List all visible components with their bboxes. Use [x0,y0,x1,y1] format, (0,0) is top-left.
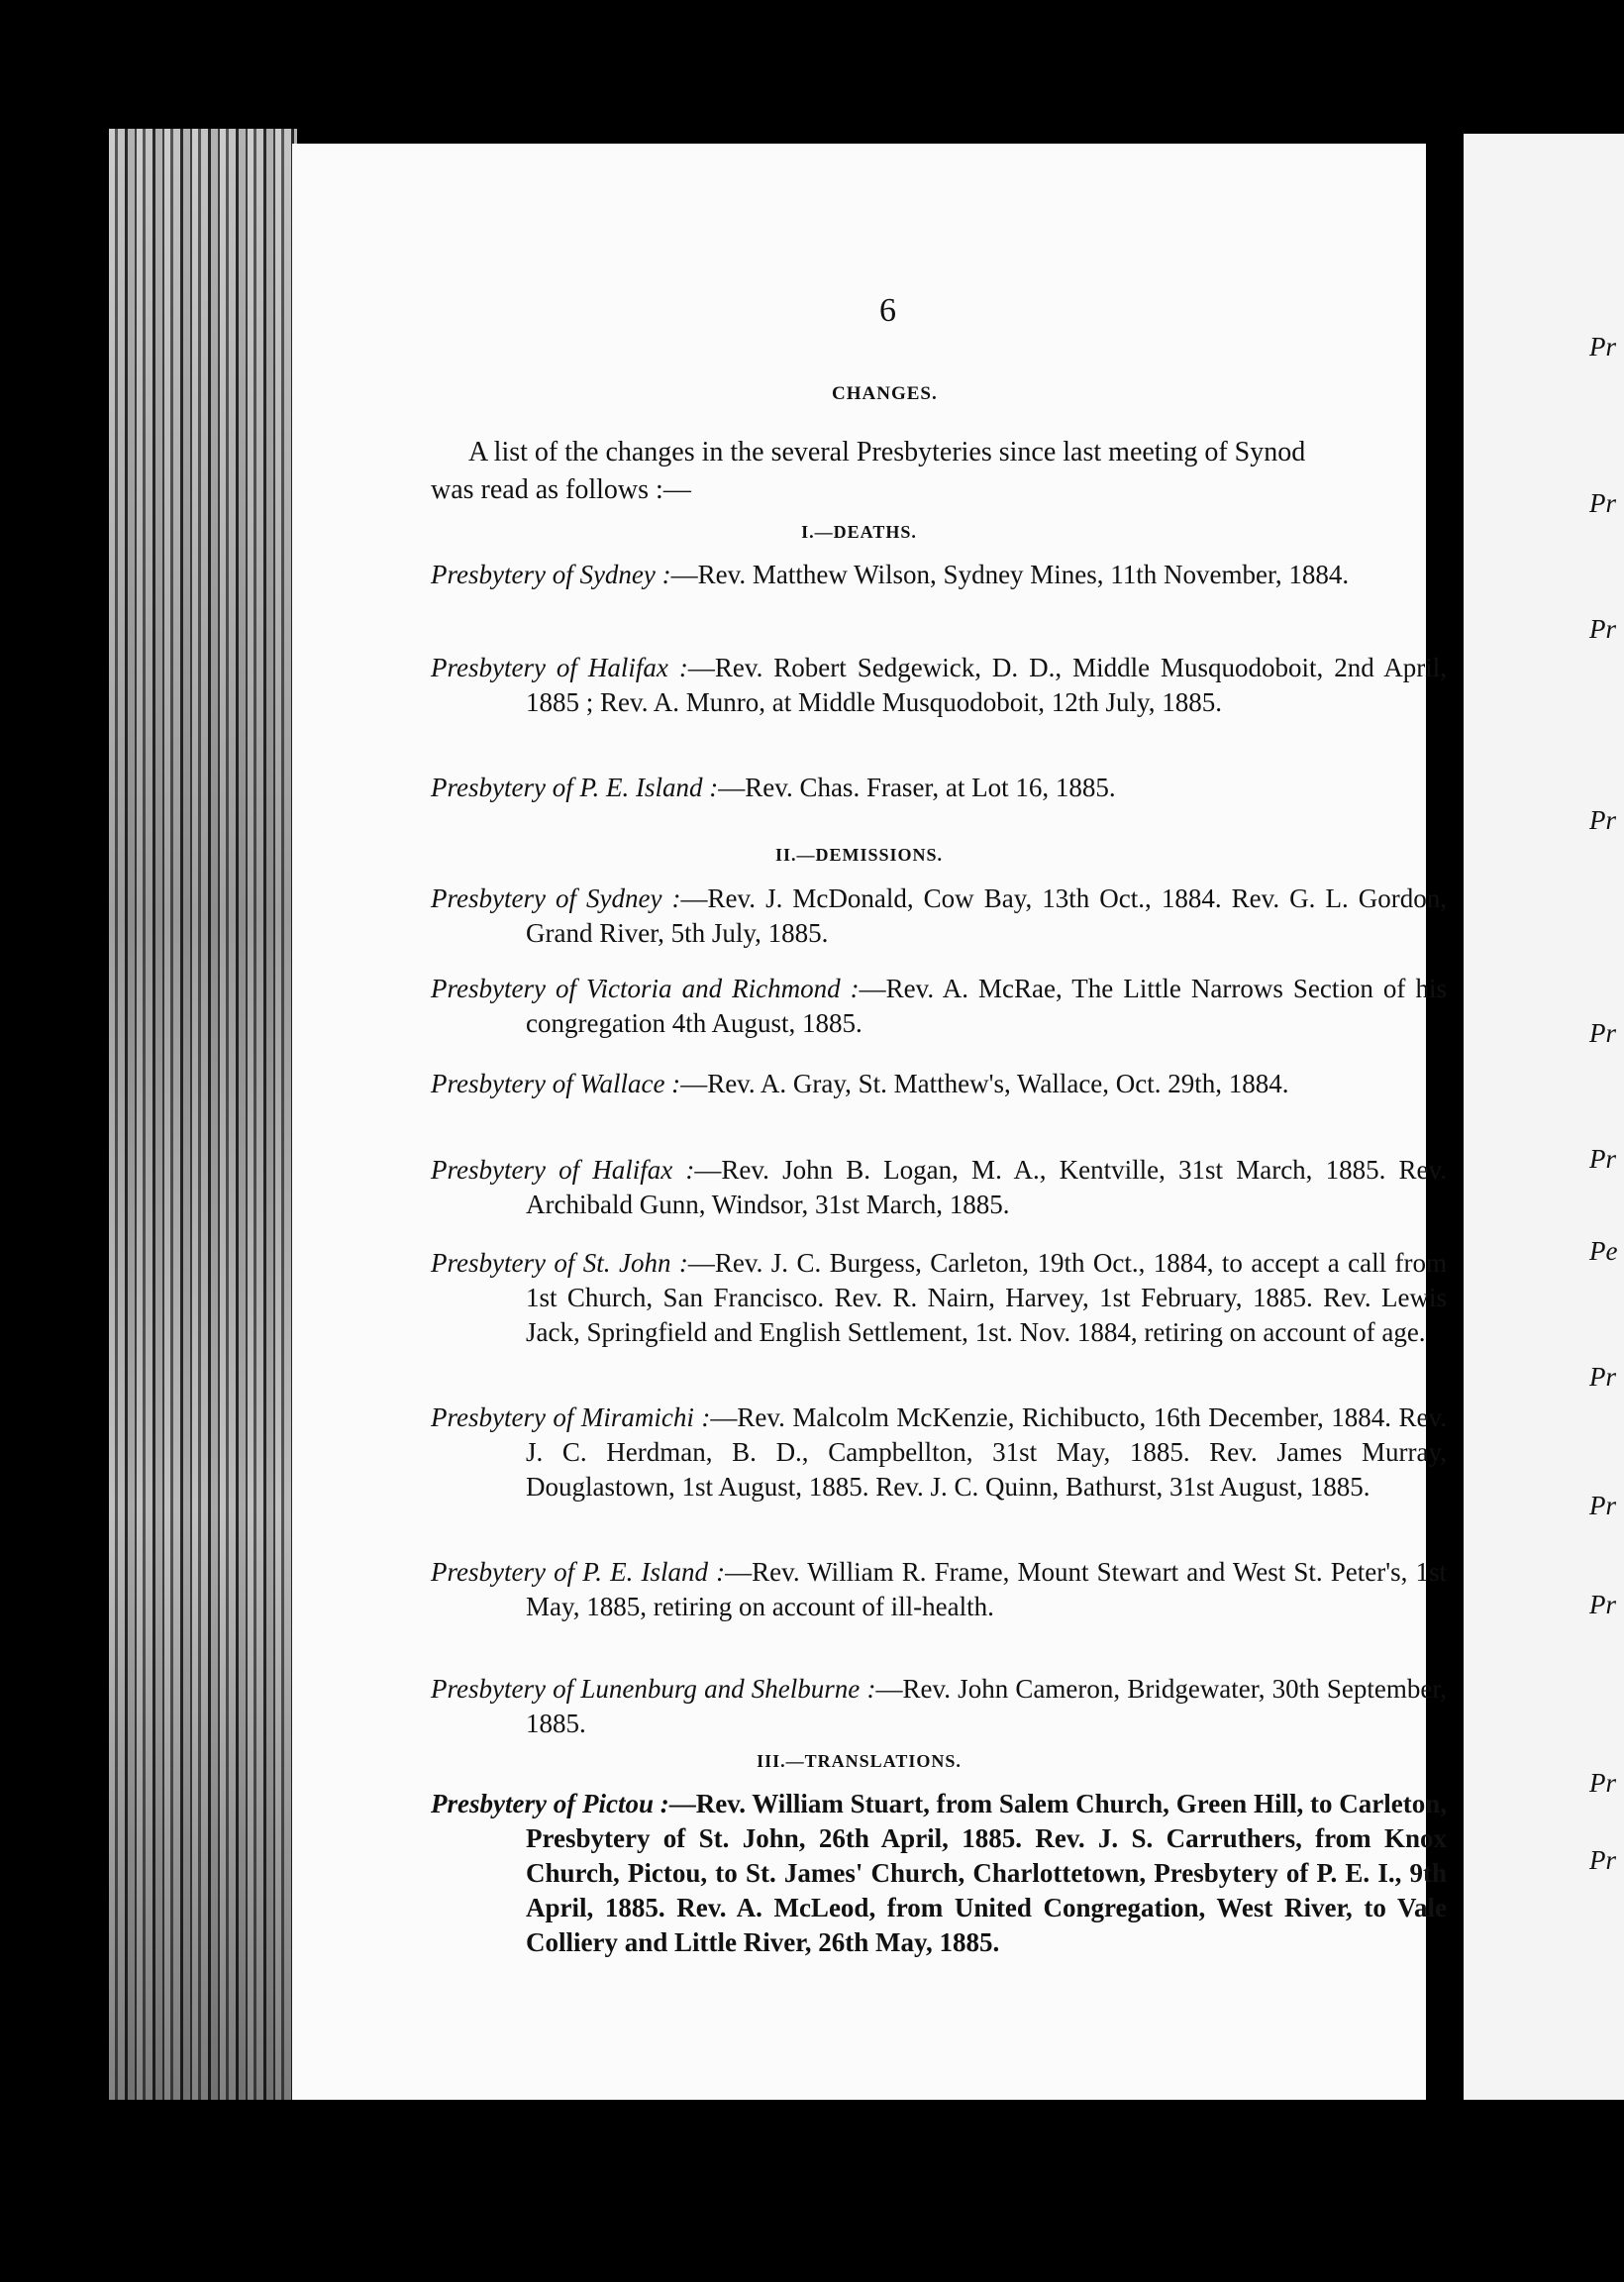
presbytery-name: Presbytery of P. E. Island : [431,1557,726,1587]
presbytery-name: Presbytery of St. John : [431,1248,688,1278]
entry [431,882,1447,951]
facing-fragment: Pr [1589,1018,1616,1048]
entry-text: —Rev. J. C. Burgess, Carleton, 19th Oct., 1884, to accept a call from 1st Church, San Francisco. Rev. R. Nairn, Harvey, 1st February, 1885. Rev. Lewis Jack, Springfield and English Settlement, 1st. Nov. 1884, retiring on account of age. [526,1248,1447,1347]
facing-fragment: Pr [1589,1768,1616,1798]
presbytery-name: Presbytery of Miramichi : [431,1402,711,1432]
entry-text: —Rev. J. McDonald, Cow Bay, 13th Oct., 1884. Rev. G. L. Gordon, Grand River, 5th July, 1885. [526,883,1447,948]
entry-text: —Rev. John Cameron, Bridgewater, 30th September, 1885. [526,1674,1447,1738]
facing-fragment: Pr [1589,1362,1616,1392]
presbytery-name: Presbytery of P. E. Island : [431,773,719,802]
entry-text: —Rev. Matthew Wilson, Sydney Mines, 11th November, 1884. [670,560,1350,589]
facing-fragment: Pr [1589,1590,1616,1619]
entry [431,972,1447,1041]
entry-text: —Rev. A. Gray, St. Matthew's, Wallace, Oct. 29th, 1884. [680,1069,1289,1098]
entry-text: —Rev. William R. Frame, Mount Stewart and West St. Peter's, 1st May, 1885, retiring on account of ill-health. [526,1557,1447,1621]
entry [431,651,1447,720]
presbytery-name: Presbytery of Wallace : [431,1069,681,1098]
facing-fragment: Pr [1589,488,1616,518]
entry-text: —Rev. A. McRae, The Little Narrows Section of his congregation 4th August, 1885. [526,974,1447,1038]
page-heading: CHANGES. [832,383,938,404]
facing-fragment: Pe [1589,1236,1618,1266]
entry [431,1787,1447,1960]
facing-fragment: Pr [1589,332,1616,362]
section-title-deaths: I.—DEATHS. [801,522,917,542]
entry-text: —Rev. Chas. Fraser, at Lot 16, 1885. [718,773,1116,802]
entry-text: —Rev. John B. Logan, M. A., Kentville, 31st March, 1885. Rev. Archibald Gunn, Windsor, 31st March, 1885. [526,1155,1447,1219]
presbytery-name: Presbytery of Halifax : [431,653,688,682]
facing-fragment: Pr [1589,805,1616,835]
facing-page [1464,134,1624,2100]
section-title-translations: III.—TRANSLATIONS. [757,1751,962,1771]
entry [431,558,1447,592]
presbytery-name: Presbytery of Pictou : [431,1789,669,1818]
page-number: 6 [879,292,896,329]
presbytery-name: Presbytery of Sydney : [431,560,671,589]
facing-fragment: Pr [1589,1144,1616,1174]
entry [431,1246,1447,1350]
entry-text: —Rev. Malcolm McKenzie, Richibucto, 16th December, 1884. Rev. J. C. Herdman, B. D., Campbellton, 31st May, 1885. Rev. James Murray, Douglastown, 1st August, 1885. Rev. J. C. Quinn, Bathurst, 31st August, 1885. [526,1402,1447,1502]
entry-text: —Rev. William Stuart, from Salem Church, Green Hill, to Carleton, Presbytery of St. John, 26th April, 1885. Rev. J. S. Carruthers, from Knox Church, Pictou, to St. James' Church, Charlottetown, Presbytery of P. E. I., 9th April, 1885. Rev. A. McLeod, from United Congregation, West River, to Vale Colliery and Little River, 26th May, 1885. [526,1789,1447,1957]
presbytery-name: Presbytery of Halifax : [431,1155,695,1185]
entry [431,1067,1447,1101]
entry [431,1400,1447,1504]
entry [431,1153,1447,1222]
book-page-edges [109,129,297,2100]
facing-fragment: Pr [1589,1491,1616,1520]
entry [431,1672,1447,1741]
facing-fragment: Pr [1589,1845,1616,1875]
facing-fragment: Pr [1589,614,1616,644]
presbytery-name: Presbytery of Victoria and Richmond : [431,974,860,1003]
presbytery-name: Presbytery of Sydney : [431,883,681,913]
intro-paragraph: A list of the changes in the several Presbyteries since last meeting of Synod was read as follows :— [431,437,1306,505]
entry-text: —Rev. Robert Sedgewick, D. D., Middle Musquodoboit, 2nd April, 1885 ; Rev. A. Munro, at Middle Musquodoboit, 12th July, 1885. [526,653,1447,717]
section-title-demissions: II.—DEMISSIONS. [774,845,944,865]
presbytery-name: Presbytery of Lunenburg and Shelburne : [431,1674,876,1704]
entry [431,771,1447,805]
entry [431,1555,1447,1624]
